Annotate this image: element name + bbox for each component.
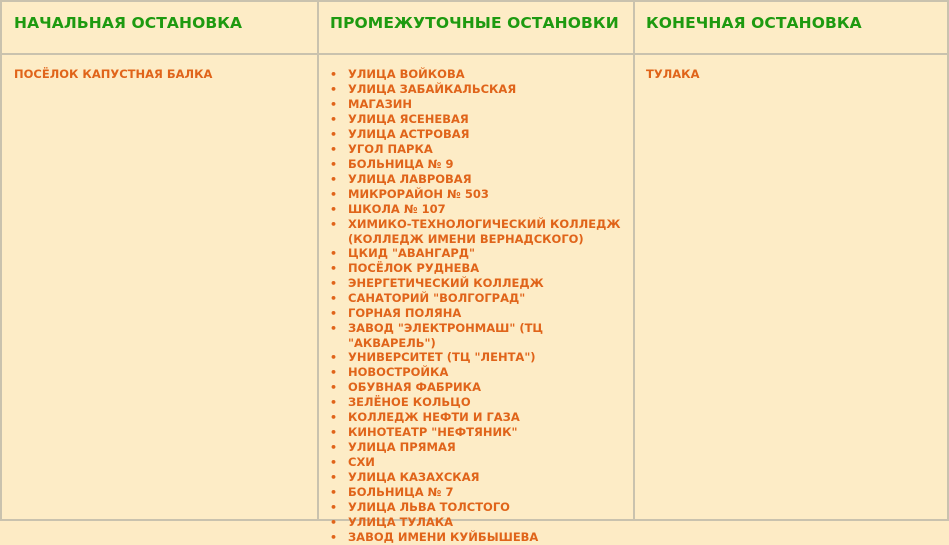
stop-list-item	[330, 455, 626, 470]
bullet-icon: •	[330, 471, 338, 484]
bullet-icon: •	[330, 98, 338, 111]
bullet-icon: •	[330, 143, 338, 156]
stop-list-item	[330, 112, 626, 127]
stop-name: БОЛЬНИЦА № 9	[348, 157, 454, 171]
stop-name: УЛИЦА ЯСЕНЕВАЯ	[348, 112, 469, 126]
stop-list-item	[330, 365, 626, 380]
stop-name: САНАТОРИЙ "ВОЛГОГРАД"	[348, 291, 526, 305]
stop-list-item	[330, 217, 626, 246]
stop-name: КОЛЛЕДЖ НЕФТИ И ГАЗА	[348, 410, 520, 424]
header-divider	[2, 53, 947, 55]
column-divider	[317, 2, 319, 519]
stop-name: УЛИЦА КАЗАХСКАЯ	[348, 470, 480, 484]
stop-list-item	[330, 67, 626, 82]
header-end-stop: КОНЕЧНАЯ ОСТАНОВКА	[646, 14, 862, 32]
bullet-icon: •	[330, 277, 338, 290]
column-divider	[633, 2, 635, 519]
stop-name: ЗАВОД ИМЕНИ КУЙБЫШЕВА	[348, 530, 539, 544]
bullet-icon: •	[330, 531, 338, 544]
stop-list-item	[330, 261, 626, 276]
stop-list-item	[330, 246, 626, 261]
bullet-icon: •	[330, 366, 338, 379]
bullet-icon: •	[330, 113, 338, 126]
stop-list-item	[330, 82, 626, 97]
bullet-icon: •	[330, 83, 338, 96]
stop-list-item	[330, 500, 626, 515]
bullet-icon: •	[330, 188, 338, 201]
stop-list-item	[330, 350, 626, 365]
stop-list-item	[330, 410, 626, 425]
stop-list-item	[330, 97, 626, 112]
start-stop-value: ПОСЁЛОК КАПУСТНАЯ БАЛКА	[14, 67, 213, 81]
bullet-icon: •	[330, 173, 338, 186]
bullet-icon: •	[330, 456, 338, 469]
bullet-icon: •	[330, 292, 338, 305]
bullet-icon: •	[330, 351, 338, 364]
stop-list-item	[330, 395, 626, 410]
stop-list-item	[330, 187, 626, 202]
bullet-icon: •	[330, 411, 338, 424]
bullet-icon: •	[330, 307, 338, 320]
stop-name: ПОСЁЛОК РУДНЕВА	[348, 261, 480, 275]
bullet-icon: •	[330, 247, 338, 260]
header-intermediate-stops: ПРОМЕЖУТОЧНЫЕ ОСТАНОВКИ	[330, 14, 619, 32]
bullet-icon: •	[330, 501, 338, 514]
stop-list-item	[330, 425, 626, 440]
stop-list-item	[330, 380, 626, 395]
stop-name: ЦКИД "АВАНГАРД"	[348, 246, 476, 260]
stop-name: ЗАВОД "ЭЛЕКТРОНМАШ" (ТЦ "АКВАРЕЛЬ")	[348, 321, 544, 350]
stop-name: УЛИЦА ЗАБАЙКАЛЬСКАЯ	[348, 82, 517, 96]
stop-list-item	[330, 276, 626, 291]
bullet-icon: •	[330, 158, 338, 171]
bullet-icon: •	[330, 128, 338, 141]
stop-list-item	[330, 172, 626, 187]
stop-name: ШКОЛА № 107	[348, 202, 446, 216]
bullet-icon: •	[330, 441, 338, 454]
stop-name: УЛИЦА ЛАВРОВАЯ	[348, 172, 472, 186]
stop-list-item	[330, 485, 626, 500]
stop-name: УЛИЦА ВОЙКОВА	[348, 67, 465, 81]
stop-list-item	[330, 127, 626, 142]
stop-name: УЛИЦА ЛЬВА ТОЛСТОГО	[348, 500, 510, 514]
stop-name: ЭНЕРГЕТИЧЕСКИЙ КОЛЛЕДЖ	[348, 276, 544, 290]
stop-list-item	[330, 202, 626, 217]
bullet-icon: •	[330, 426, 338, 439]
bullet-icon: •	[330, 262, 338, 275]
stop-name: НОВОСТРОЙКА	[348, 365, 449, 379]
stop-name: КИНОТЕАТР "НЕФТЯНИК"	[348, 425, 518, 439]
stop-name: УЛИЦА АСТРОВАЯ	[348, 127, 470, 141]
stop-name: ГОРНАЯ ПОЛЯНА	[348, 306, 462, 320]
stop-name: СХИ	[348, 455, 375, 469]
stop-name: МИКРОРАЙОН № 503	[348, 187, 489, 201]
stop-list-item	[330, 440, 626, 455]
stop-list-item	[330, 306, 626, 321]
stop-name: УГОЛ ПАРКА	[348, 142, 433, 156]
stop-list-item	[330, 470, 626, 485]
bullet-icon: •	[330, 68, 338, 81]
stop-name: ХИМИКО-ТЕХНОЛОГИЧЕСКИЙ КОЛЛЕДЖ (КОЛЛЕДЖ ИМЕНИ ВЕРНАДСКОГО)	[348, 217, 621, 246]
stop-name: БОЛЬНИЦА № 7	[348, 485, 454, 499]
bullet-icon: •	[330, 516, 338, 529]
stop-list-item	[330, 157, 626, 172]
bullet-icon: •	[330, 218, 338, 231]
stop-name: МАГАЗИН	[348, 97, 412, 111]
stop-list-item	[330, 142, 626, 157]
stop-name: УЛИЦА ТУЛАКА	[348, 515, 454, 529]
bullet-icon: •	[330, 203, 338, 216]
stop-list-item	[330, 321, 626, 350]
stop-list-item	[330, 515, 626, 530]
stop-list-item	[330, 530, 626, 545]
intermediate-stops-list	[330, 67, 626, 545]
bullet-icon: •	[330, 396, 338, 409]
stop-name: УЛИЦА ПРЯМАЯ	[348, 440, 456, 454]
bullet-icon: •	[330, 322, 338, 335]
stop-name: ОБУВНАЯ ФАБРИКА	[348, 380, 481, 394]
end-stop-value: ТУЛАКА	[646, 67, 700, 81]
header-start-stop: НАЧАЛЬНАЯ ОСТАНОВКА	[14, 14, 243, 32]
stop-name: УНИВЕРСИТЕТ (ТЦ "ЛЕНТА")	[348, 350, 536, 364]
bullet-icon: •	[330, 381, 338, 394]
stop-list-item	[330, 291, 626, 306]
stop-name: ЗЕЛЁНОЕ КОЛЬЦО	[348, 395, 471, 409]
bullet-icon: •	[330, 486, 338, 499]
